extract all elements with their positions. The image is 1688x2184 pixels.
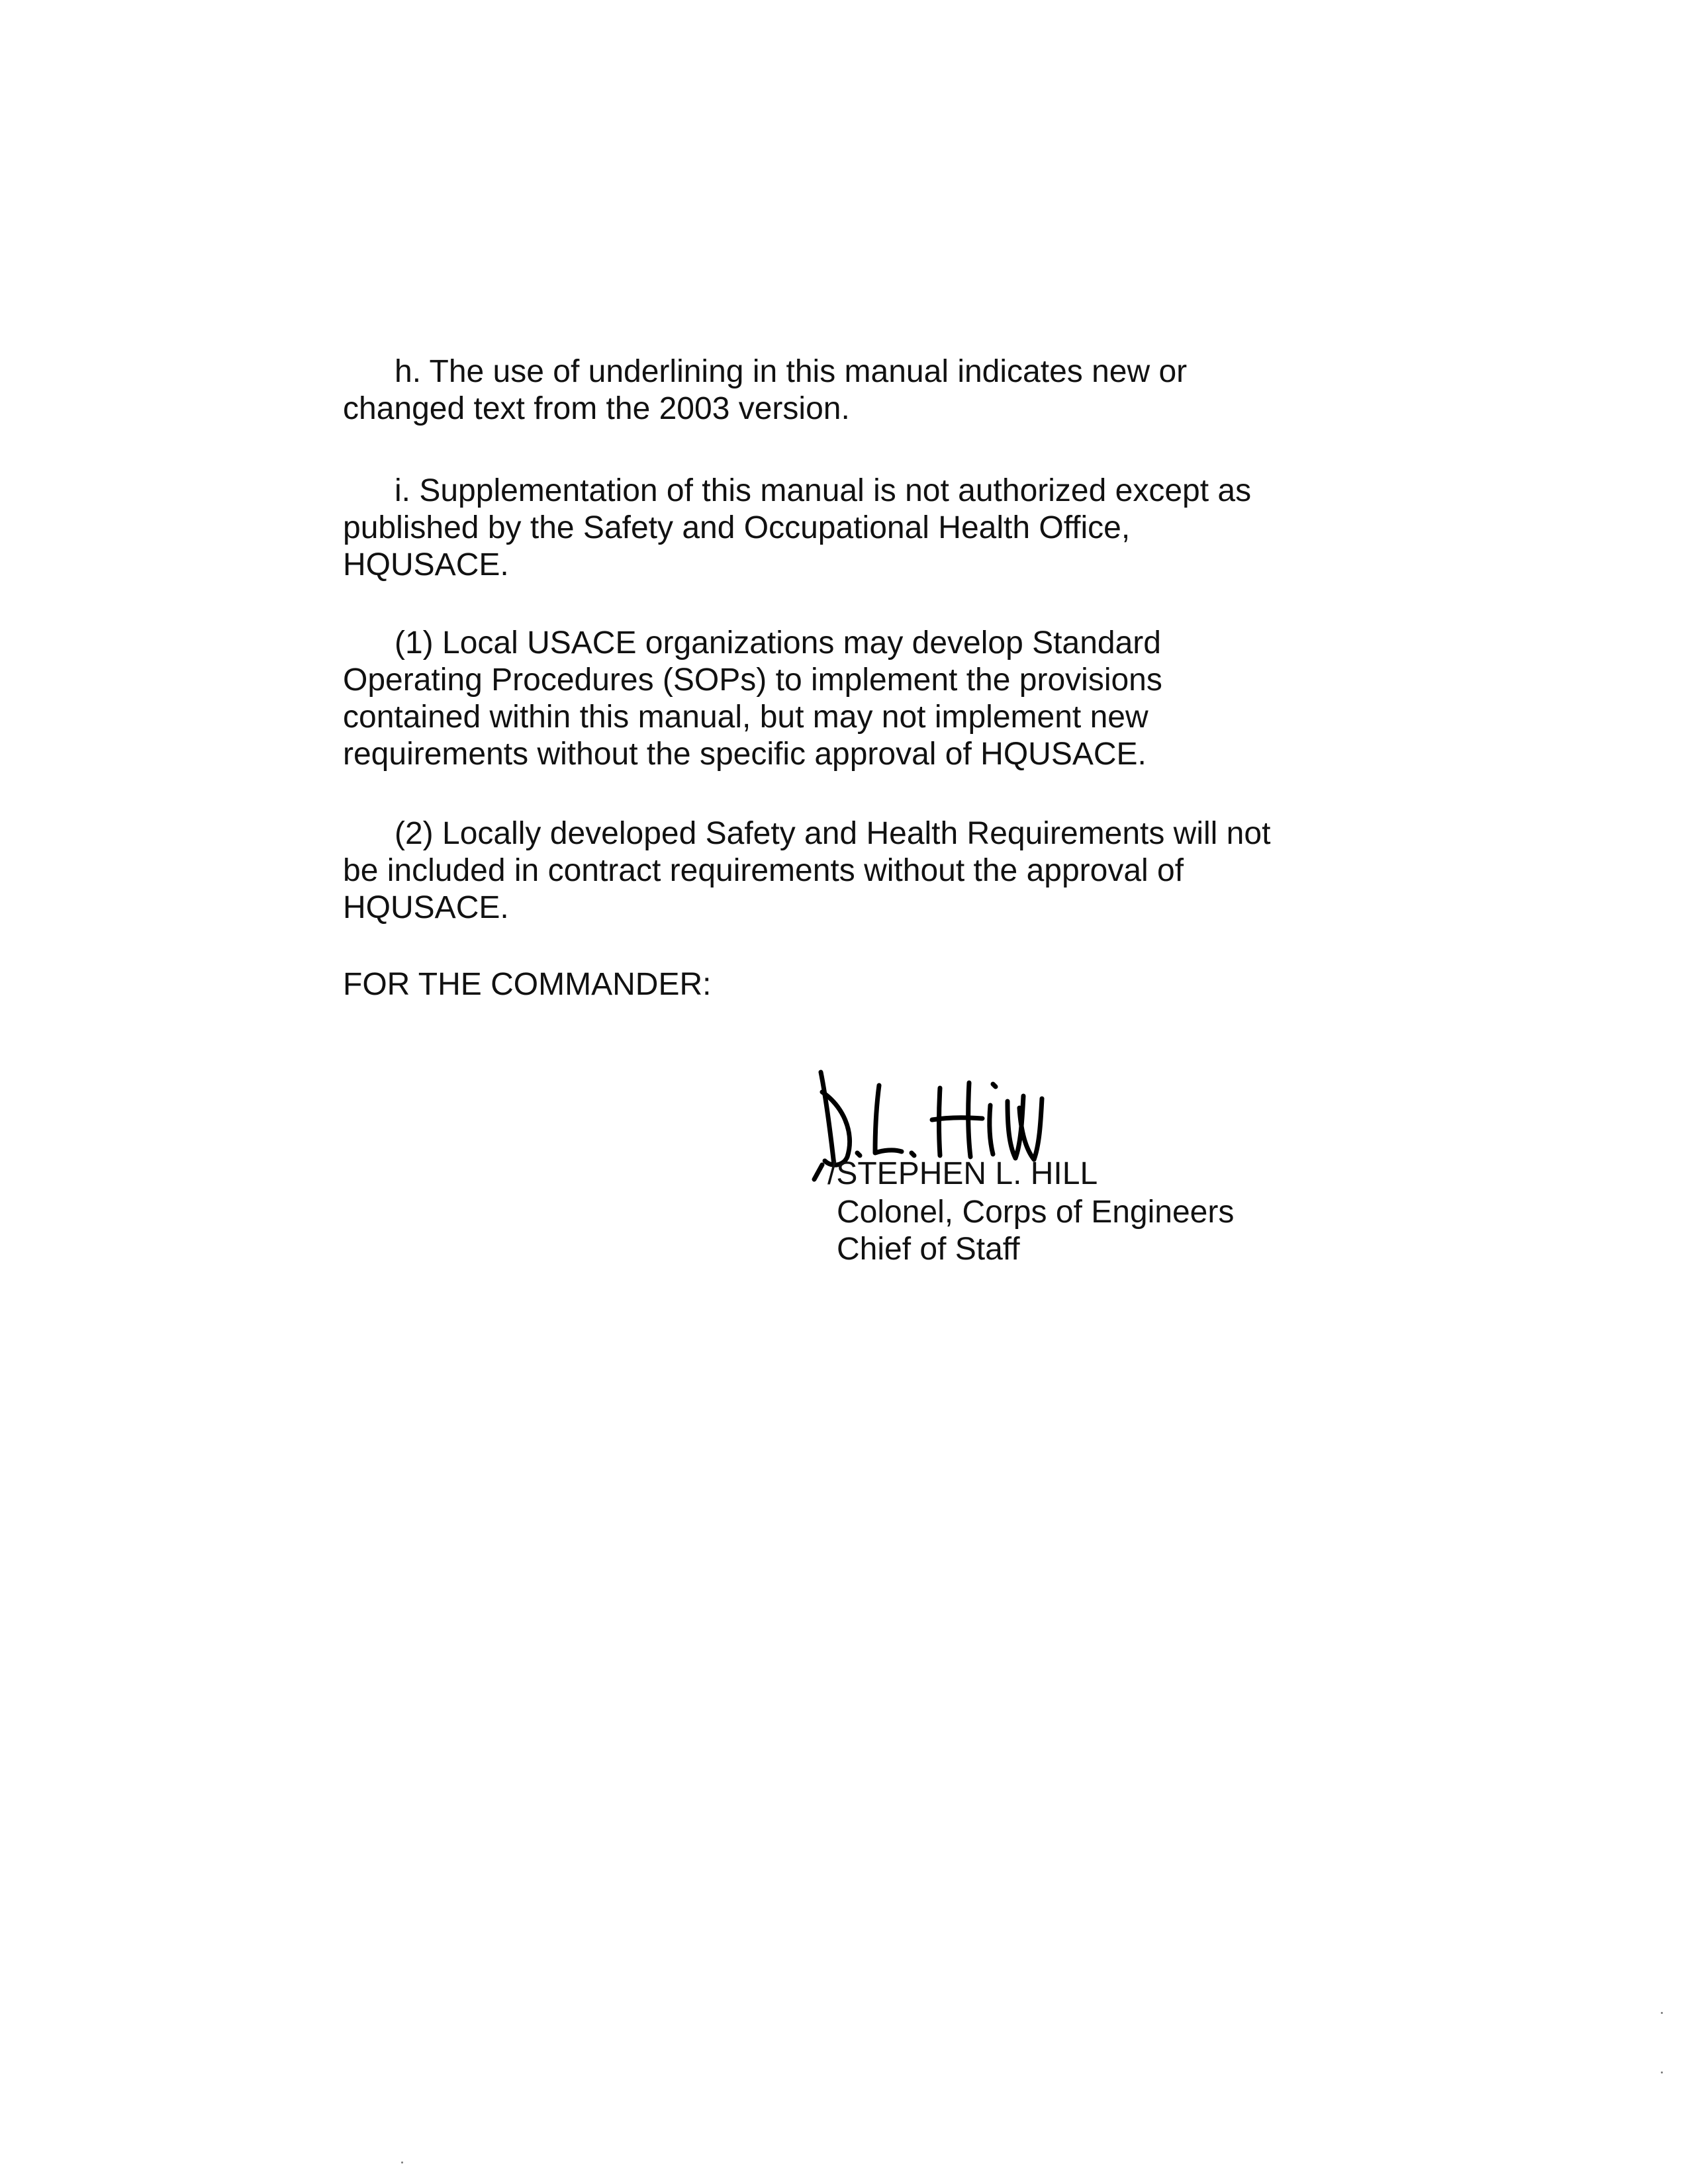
signatory-name: /STEPHEN L. HILL bbox=[827, 1156, 1098, 1191]
paragraph-sub-1-text: (1) Local USACE organizations may develop Standard Operating Procedures (SOPs) to implement the provisions contained within this manual, but may not implement new requirements without the specific approval of HQUSACE. bbox=[343, 625, 1162, 772]
signature-block bbox=[809, 1066, 1405, 1284]
paragraph-h-text: h. The use of underlining in this manual indicates new or changed text from the 2003 version. bbox=[343, 354, 1188, 426]
scan-speck bbox=[1661, 2071, 1663, 2073]
scan-speck bbox=[401, 2161, 403, 2163]
paragraph-sub-2 bbox=[343, 815, 1376, 927]
paragraph-sub-2-text: (2) Locally developed Safety and Health Requirements will not be included in contract requirements without the approval of HQUSACE. bbox=[343, 816, 1271, 925]
paragraph-sub-1 bbox=[343, 625, 1376, 773]
paragraph-i-text: i. Supplementation of this manual is not authorized except as published by the Safety and Occupational Health Office, HQUSACE. bbox=[343, 473, 1252, 582]
scan-speck bbox=[1661, 2012, 1663, 2014]
signatory-role: Chief of Staff bbox=[837, 1232, 1020, 1267]
paragraph-h bbox=[343, 353, 1376, 428]
paragraph-i bbox=[343, 473, 1376, 584]
closing-line: FOR THE COMMANDER: bbox=[343, 967, 712, 1002]
signatory-title: Colonel, Corps of Engineers bbox=[837, 1195, 1235, 1230]
